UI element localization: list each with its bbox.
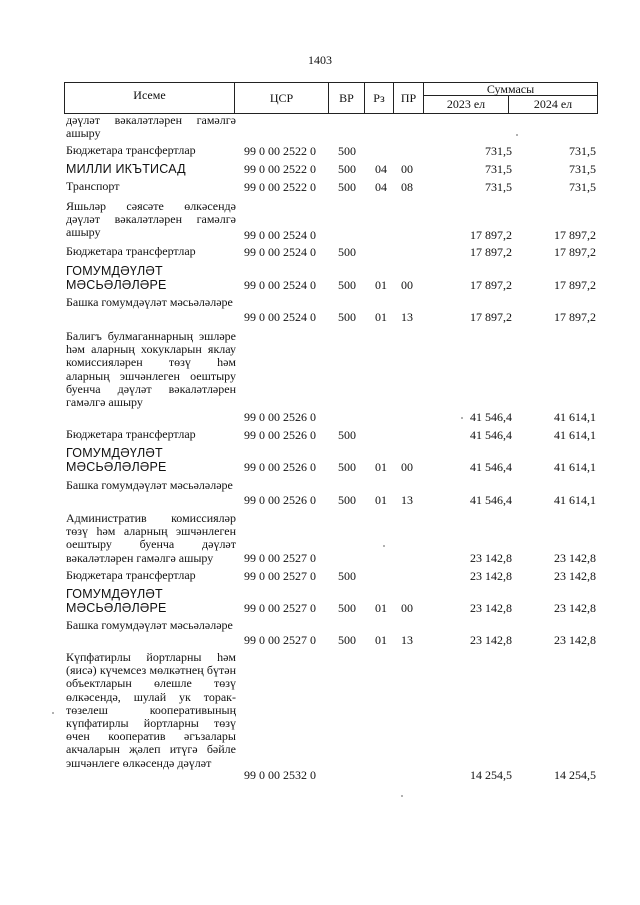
- row-pr: 13: [401, 493, 413, 507]
- row-rz: 04: [375, 180, 387, 194]
- row-pr: 00: [401, 278, 413, 292]
- row-csr: 99 0 00 2526 0: [244, 493, 316, 507]
- row-rz: 01: [375, 460, 387, 474]
- row-2023: 731,5: [485, 162, 512, 176]
- scan-speck: [401, 795, 403, 797]
- row-2023: 23 142,8: [470, 601, 512, 615]
- row-csr: 99 0 00 2526 0: [244, 410, 316, 424]
- scan-speck: [461, 417, 463, 419]
- row-pr: 00: [401, 601, 413, 615]
- row-2023: 17 897,2: [470, 228, 512, 242]
- row-pr: 13: [401, 310, 413, 324]
- row-rz: 01: [375, 601, 387, 615]
- row-2023: 41 546,4: [470, 493, 512, 507]
- row-2024: 731,5: [569, 180, 596, 194]
- row-2024: 14 254,5: [554, 768, 596, 782]
- row-csr: 99 0 00 2524 0: [244, 310, 316, 324]
- row-2024: 23 142,8: [554, 633, 596, 647]
- row-vr: 500: [338, 601, 356, 615]
- column-2024-label: 2024 ел: [533, 97, 573, 111]
- column-2023-label: 2023 ел: [446, 97, 486, 111]
- row-name: Башка гомумдәүләт мәсьәләләре: [66, 618, 233, 632]
- row-csr: 99 0 00 2522 0: [244, 144, 316, 158]
- row-pr: 00: [401, 460, 413, 474]
- row-pr: 13: [401, 633, 413, 647]
- row-2023: 23 142,8: [470, 551, 512, 565]
- column-name-label: Исеме: [133, 87, 166, 102]
- row-name: ГОМУМДӘҮЛӘТ МӘСЬӘЛӘЛӘРЕ: [66, 587, 167, 615]
- row-vr: 500: [338, 633, 356, 647]
- row-2024: 17 897,2: [554, 278, 596, 292]
- row-2023: 17 897,2: [470, 310, 512, 324]
- row-csr: 99 0 00 2522 0: [244, 180, 316, 194]
- row-2023: 41 546,4: [470, 410, 512, 424]
- row-2023: 17 897,2: [470, 278, 512, 292]
- row-name: Яшьләр сәясәте өлкәсендә дәүләт вәкаләтләрен гамәлгә ашыру: [66, 199, 236, 240]
- row-csr: 99 0 00 2527 0: [244, 633, 316, 647]
- row-csr: 99 0 00 2532 0: [244, 768, 316, 782]
- row-2024: 17 897,2: [554, 310, 596, 324]
- row-vr: 500: [338, 180, 356, 194]
- row-name: ГОМУМДӘҮЛӘТ МӘСЬӘЛӘЛӘРЕ: [66, 446, 167, 474]
- column-pr-label: ПР: [400, 90, 417, 105]
- row-vr: 500: [338, 278, 356, 292]
- row-csr: 99 0 00 2527 0: [244, 551, 316, 565]
- row-2024: 17 897,2: [554, 228, 596, 242]
- row-2024: 41 614,1: [554, 410, 596, 424]
- row-name: Бюджетара трансфертлар: [66, 143, 196, 157]
- row-2023: 731,5: [485, 180, 512, 194]
- row-rz: 01: [375, 633, 387, 647]
- row-name: МИЛЛИ ИКЪТИСАД: [66, 162, 186, 176]
- row-2023: 23 142,8: [470, 633, 512, 647]
- row-2024: 731,5: [569, 162, 596, 176]
- row-name: ГОМУМДӘҮЛӘТ МӘСЬӘЛӘЛӘРЕ: [66, 264, 167, 292]
- row-name: Транспорт: [66, 179, 120, 193]
- column-csr-label: ЦСР: [269, 90, 294, 105]
- row-csr: 99 0 00 2527 0: [244, 569, 316, 583]
- row-2023: 14 254,5: [470, 768, 512, 782]
- row-pr: 08: [401, 180, 413, 194]
- row-name: дәүләт вәкаләтләрен гамәлгә ашыру: [66, 113, 236, 141]
- column-vr-label: ВР: [339, 90, 354, 105]
- row-csr: 99 0 00 2522 0: [244, 162, 316, 176]
- row-name: Башка гомумдәүләт мәсьәләләре: [66, 295, 233, 309]
- row-2024: 41 614,1: [554, 428, 596, 442]
- row-2023: 17 897,2: [470, 245, 512, 259]
- row-name: Бюджетара трансфертлар: [66, 244, 196, 258]
- row-pr: 00: [401, 162, 413, 176]
- row-2024: 23 142,8: [554, 551, 596, 565]
- row-2024: 17 897,2: [554, 245, 596, 259]
- row-csr: 99 0 00 2524 0: [244, 245, 316, 259]
- row-2023: 23 142,8: [470, 569, 512, 583]
- row-2024: 23 142,8: [554, 569, 596, 583]
- row-name: Бюджетара трансфертлар: [66, 427, 196, 441]
- row-rz: 04: [375, 162, 387, 176]
- row-name: Башка гомумдәүләт мәсьәләләре: [66, 478, 233, 492]
- row-rz: 01: [375, 493, 387, 507]
- page-number: 1403: [308, 53, 332, 67]
- row-vr: 500: [338, 460, 356, 474]
- row-2023: 41 546,4: [470, 428, 512, 442]
- row-rz: 01: [375, 278, 387, 292]
- scan-speck: [516, 134, 518, 136]
- scan-speck: [52, 712, 54, 714]
- row-vr: 500: [338, 569, 356, 583]
- row-vr: 500: [338, 493, 356, 507]
- row-name: Бюджетара трансфертлар: [66, 568, 196, 582]
- column-rz-label: Рз: [373, 90, 385, 105]
- column-sums-label: Суммасы: [486, 81, 535, 96]
- row-2024: 41 614,1: [554, 493, 596, 507]
- row-csr: 99 0 00 2526 0: [244, 428, 316, 442]
- row-csr: 99 0 00 2524 0: [244, 278, 316, 292]
- row-name: Административ комиссияләр төзү һәм аларның эшчәнлеген оештыру буенча дәүләт вәкаләтләрен гамәлгә ашыру: [66, 511, 236, 565]
- row-vr: 500: [338, 428, 356, 442]
- row-vr: 500: [338, 310, 356, 324]
- row-2023: 41 546,4: [470, 460, 512, 474]
- row-2024: 731,5: [569, 144, 596, 158]
- row-2024: 23 142,8: [554, 601, 596, 615]
- row-vr: 500: [338, 245, 356, 259]
- row-csr: 99 0 00 2527 0: [244, 601, 316, 615]
- row-vr: 500: [338, 144, 356, 158]
- row-2024: 41 614,1: [554, 460, 596, 474]
- row-name: Күпфатирлы йортларны һәм (яисә) күчемсез мөлкәтнең бүтән объектларын өлешле төзү өлкәсендә, шулай ук торак-төзелеш кооперативының күпфатирлы йортларны төзү өчен кооператив әгъзалары акчаларын җәлеп итүгә бәйле эшчәнлеге өлкәсендә дәүләт: [66, 650, 236, 770]
- row-name: Балигъ булмаганнарның эшләре һәм аларның хокукларын яклау комиссияләрен төзү һәм аларның эшчәнлеген оештыру буенча дәүләт вәкаләтләрен гамәлгә ашыру: [66, 329, 236, 410]
- table-header: [64, 82, 598, 114]
- row-vr: 500: [338, 162, 356, 176]
- row-csr: 99 0 00 2526 0: [244, 460, 316, 474]
- scan-speck: [383, 545, 385, 547]
- row-2023: 731,5: [485, 144, 512, 158]
- row-rz: 01: [375, 310, 387, 324]
- row-csr: 99 0 00 2524 0: [244, 228, 316, 242]
